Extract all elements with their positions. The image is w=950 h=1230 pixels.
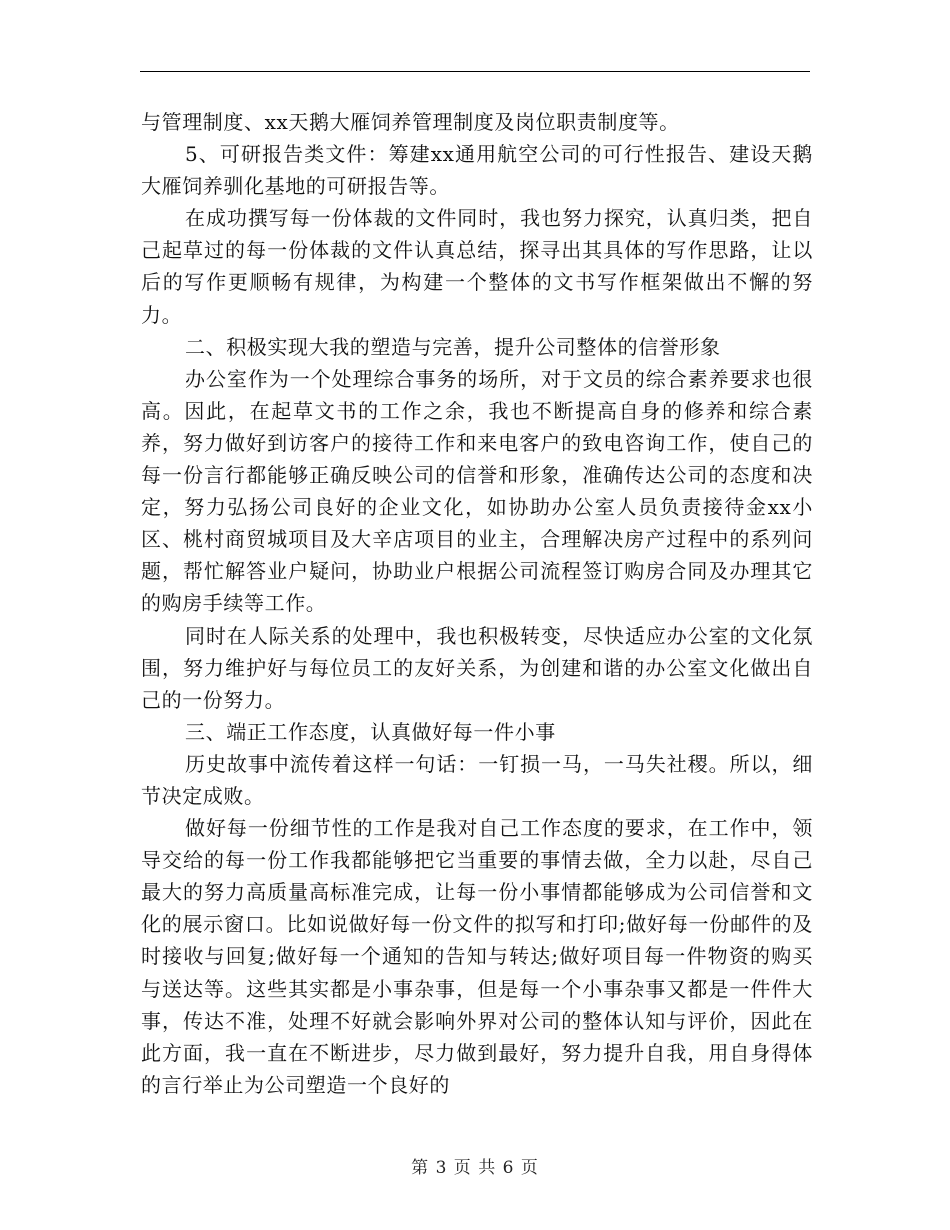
section-heading: 三、端正工作态度，认真做好每一件小事 [185, 719, 556, 744]
paragraph: 历史故事中流传着这样一句话：一钉损一马，一马失社稷。所以，细节决定成败。 [141, 751, 813, 808]
section-heading: 二、积极实现大我的塑造与完善，提升公司整体的信誉形象 [185, 334, 721, 359]
paragraph: 做好每一份细节性的工作是我对自己工作态度的要求，在工作中，领导交给的每一份工作我都能够把它当重要的事情去做，全力以赴，尽自己最大的努力高质量高标准完成，让每一份小事情都能够成为公司信誉和文化的展示窗口。比如说做好每一份文件的拟写和打印;做好每一份邮件的及时接收与回复;做好每一个通知的告知与转达;做好项目每一件物资的购买与送达等。这些其实都是小事杂事，但是每一个小事杂事又都是一件件大事，传达不准，处理不好就会影响外界对公司的整体认知与评价，因此在此方面，我一直在不断进步，尽力做到最好，努力提升自我，用自身得体的言行举止为公司塑造一个良好的 [141, 816, 813, 1097]
paragraph: 在成功撰写每一份体裁的文件同时，我也努力探究，认真归类，把自己起草过的每一份体裁的文件认真总结，探寻出其具体的写作思路，让以后的写作更顺畅有规律，为构建一个整体的文书写作框架做出不懈的努力。 [141, 206, 813, 327]
paragraph: 与管理制度、xx天鹅大雁饲养管理制度及岗位职责制度等。 [141, 110, 680, 134]
paragraph: 5、可研报告类文件：筹建xx通用航空公司的可行性报告、建设天鹅大雁饲养驯化基地的可研报告等。 [141, 142, 813, 199]
paragraph: 办公室作为一个处理综合事务的场所，对于文员的综合素养要求也很高。因此，在起草文书的工作之余，我也不断提高自身的修养和综合素养，努力做好到访客户的接待工作和来电客户的致电咨询工作，使自己的每一份言行都能够正确反映公司的信誉和形象，准确传达公司的态度和决定，努力弘扬公司良好的企业文化，如协助办公室人员负责接待金xx小区、桃村商贸城项目及大辛店项目的业主，合理解决房产过程中的系列问题，帮忙解答业户疑问，协助业户根据公司流程签订购房合同及办理其它的购房手续等工作。 [141, 366, 813, 616]
header-rule [140, 71, 810, 72]
document-body [141, 106, 813, 1101]
paragraph: 同时在人际关系的处理中，我也积极转变，尽快适应办公室的文化氛围，努力维护好与每位员工的友好关系，为创建和谐的办公室文化做出自己的一份努力。 [141, 623, 813, 712]
page-number-footer: 第 3 页 共 6 页 [411, 1158, 539, 1178]
